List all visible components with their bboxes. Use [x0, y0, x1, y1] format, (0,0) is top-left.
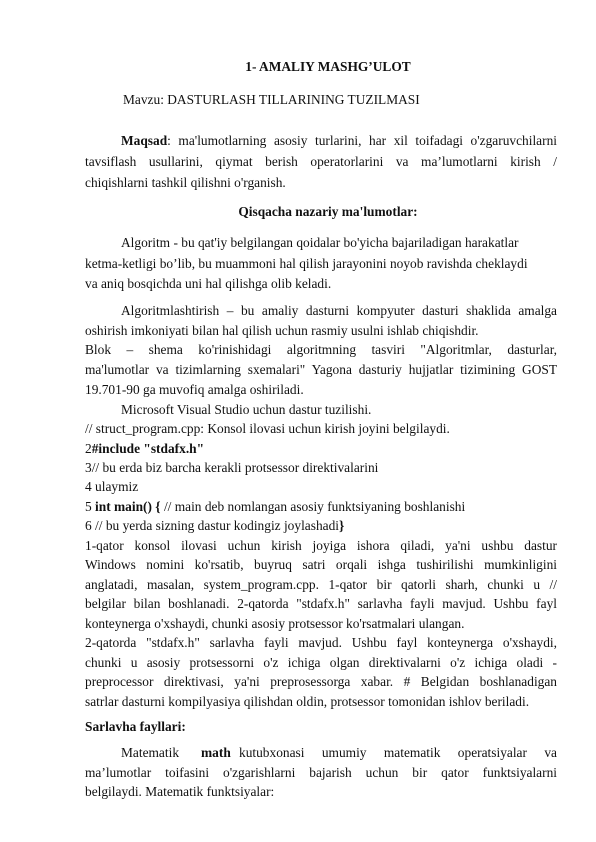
goal-line-2: tavsiflash usullarini, qiymat berish operatorlarini va ma’lumotlarni kirish / — [85, 154, 557, 169]
code-line-2-include: #include "stdafx.h" — [91, 441, 205, 456]
code-line-3: 3// bu erda biz barcha kerakli protsessor direktivalarini — [85, 460, 379, 475]
code-line-2-number: 2 — [85, 441, 92, 456]
code-line-4: 4 ulaymiz — [85, 479, 139, 494]
code-line-5-comment: // main deb nomlangan asosiy funktsiyaning boshlanishi — [160, 499, 466, 514]
block-scheme-line-1: Blok – shema ko'rinishidagi algoritmning tasviri "Algoritmlar, dasturlar, — [85, 342, 557, 357]
math-prefix: Matematik — [121, 745, 180, 760]
topic-line — [123, 92, 420, 108]
code-line-5-main: int main() { — [95, 499, 161, 514]
theory-heading-text: Qisqacha nazariy ma'lumotlar: — [238, 204, 418, 219]
math-keyword: math — [201, 745, 231, 760]
goal-text-1: : ma'lumotlarning asosiy turlarini, har xil toifadagi o'zgaruvchilarni — [167, 133, 557, 148]
block-scheme-line-2: ma'lumotlar va tizimlarning sxemalari" Yagona dasturiy hujjatlar tizimining GOST — [85, 362, 557, 377]
explanation-line-2: Windows nomini ko'rsatib, buyruq satri orqali ishga tushirilishi mumkinligini — [85, 557, 557, 572]
algorithm-line-3: va aniq bosqichda uni hal qilishga olib keladi. — [85, 276, 332, 291]
math-line-1-rest: kutubxonasi umumiy matematik operatsiyalar va — [239, 745, 557, 760]
algorithmization-line-1: Algoritmlashtirish – bu amaliy dasturni kompyuter dasturi shaklida amalga — [121, 303, 557, 318]
explanation-line-7: chunki u asosiy protsessorni o'z ichiga olgan direktivalarni o'z ichiga oladi - — [85, 655, 557, 670]
headers-heading: Sarlavha fayllari: — [85, 719, 186, 734]
msvs-line: Microsoft Visual Studio uchun dastur tuzilishi. — [121, 402, 372, 417]
explanation-line-8: preprocessor direktivasi, ya'ni preprosessorga xabar. # Belgidan boshlanadigan — [85, 674, 557, 689]
code-line-5-number: 5 — [85, 499, 96, 514]
explanation-line-5: konteynerga o'xshaydi, chunki asosiy protsessor ko'rsatmalari ulangan. — [85, 616, 465, 631]
math-prefix-group — [121, 745, 231, 761]
topic-colon: : — [160, 92, 168, 107]
goal-label: Maqsad — [121, 133, 168, 148]
code-line-6-comment: 6 // bu yerda sizning dastur kodingiz joylashadi — [85, 518, 340, 533]
block-scheme-line-3: 19.701-90 ga muvofiq amalga oshiriladi. — [85, 382, 304, 397]
code-line-6 — [85, 518, 557, 534]
explanation-line-3: anglatadi, masalan, system_program.cpp. 1-qator bir qatorli sharh, chunki u // — [85, 577, 557, 592]
goal-line-3: chiqishlarni tashkil qilishni o'rganish. — [85, 175, 286, 190]
algorithm-line-1: Algoritm - bu qat'iy belgilangan qoidalar bo'yicha bajariladigan harakatlar — [121, 235, 519, 250]
topic-value: DASTURLASH TILLARINING TUZILMASI — [167, 92, 420, 107]
explanation-line-9: satrlar dasturni kompilyasiya qilishdan oldin, protsessor tomonidan ishlov beriladi. — [85, 694, 530, 709]
code-line-2 — [85, 441, 557, 457]
algorithm-line-2: ketma-ketligi bo’lib, bu muammoni hal qilish jarayonini noyob ravishda cheklaydi — [85, 256, 528, 271]
topic-label: Mavzu — [123, 92, 161, 107]
math-line-3: belgilaydi. Matematik funktsiyalar: — [85, 784, 275, 799]
math-line-1 — [121, 745, 557, 761]
code-line-6-brace: } — [339, 518, 345, 533]
code-line-5 — [85, 499, 557, 515]
explanation-line-6: 2-qatorda "stdafx.h" sarlavha fayli mavjud. Ushbu fayl konteynerga o'xshaydi, — [85, 635, 557, 650]
theory-heading — [0, 204, 596, 220]
code-line-1: // struct_program.cpp: Konsol ilovasi uchun kirish joyini belgilaydi. — [85, 421, 450, 436]
explanation-line-4: belgilar bilan boshlanadi. 2-qatorda "stdafx.h" sarlavha fayli mavjud. Ushbu fayl — [85, 596, 557, 611]
goal-line-1 — [121, 133, 557, 149]
page-title — [0, 59, 596, 75]
explanation-line-1: 1-qator konsol ilovasi uchun kirish joyiga ishora qiladi, ya'ni ushbu dastur — [85, 538, 557, 553]
algorithmization-line-2: oshirish imkoniyati bilan hal qilish uchun rasmiy usulni ishlab chiqishdir. — [85, 323, 479, 338]
math-line-2: ma’lumotlar toifasini o'zgarishlarni bajarish uchun bir qator funktsiyalarni — [85, 765, 557, 780]
title-text: 1- AMALIY MASHG’ULOT — [245, 59, 411, 74]
